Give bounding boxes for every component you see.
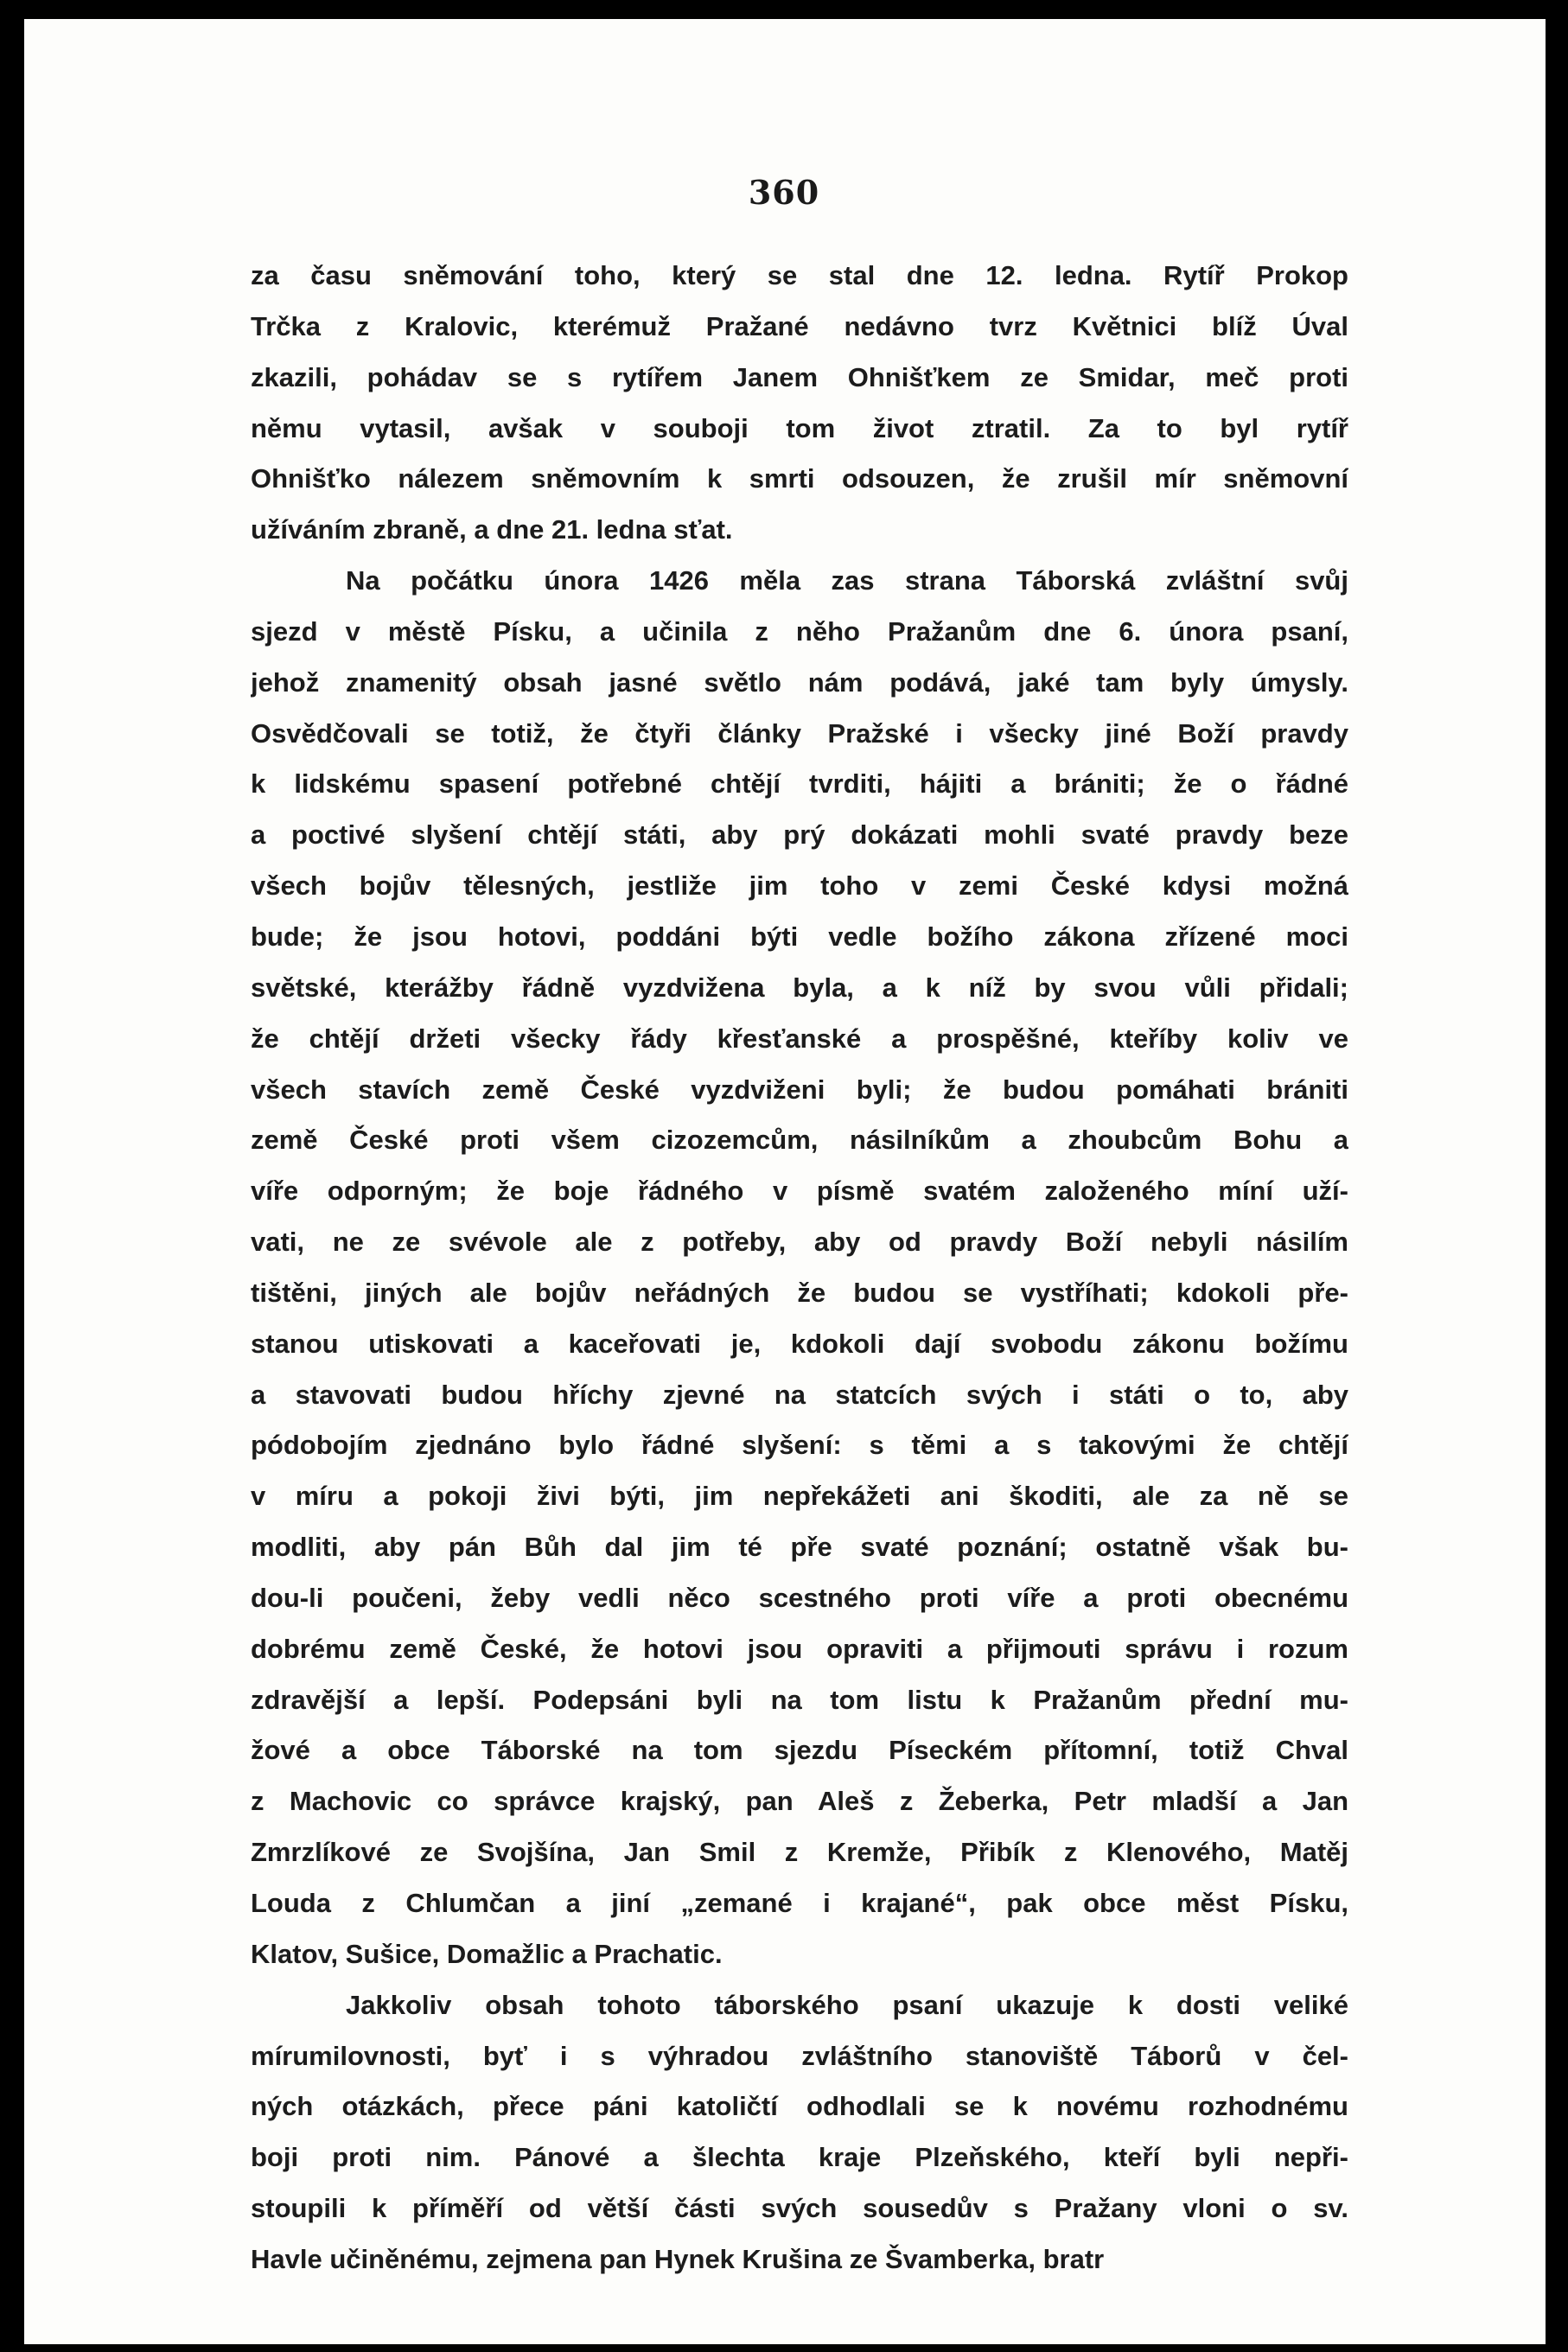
- text-line: žové a obce Táborské na tom sjezdu Píseckém přítomní, totiž Chval: [251, 1735, 1348, 1766]
- text-line: země České proti všem cizozemcům, násilníkům a zhoubcům Bohu a: [251, 1125, 1348, 1156]
- text-line: v míru a pokoji živi býti, jim nepřekážeti ani škoditi, ale za ně se: [251, 1481, 1348, 1512]
- text-line: modliti, aby pán Bůh dal jim té pře svaté poznání; ostatně však bu-: [251, 1532, 1348, 1563]
- text-line: pódobojím zjednáno bylo řádné slyšení: s těmi a s takovými že chtějí: [251, 1430, 1348, 1461]
- body-text: [251, 251, 1348, 2285]
- text-line: dobrému země České, že hotovi jsou opraviti a přijmouti správu i rozum: [251, 1633, 1348, 1664]
- text-line: a stavovati budou hříchy zjevné na statcích svých i státi o to, aby: [251, 1379, 1348, 1410]
- text-line: sjezd v městě Písku, a učinila z něho Pražanům dne 6. února psaní,: [251, 615, 1348, 647]
- text-line: Trčka z Kralovic, kterémuž Pražané nedávno tvrz Květnici blíž Úval: [251, 310, 1348, 341]
- text-line: bude; že jsou hotovi, poddáni býti vedle božího zákona zřízené moci: [251, 921, 1348, 952]
- text-line: ných otázkách, přece páni katoličtí odhodlali se k novému rozhodnému: [251, 2091, 1348, 2122]
- text-line: Zmrzlíkové ze Svojšína, Jan Smil z Kremže, Přibík z Klenového, Matěj: [251, 1837, 1348, 1868]
- text-line: Na počátku února 1426 měla zas strana Táborská zvláštní svůj: [346, 565, 1348, 596]
- text-line: že chtějí držeti všecky řády křesťanské a prospěšné, kteříby koliv ve: [251, 1023, 1348, 1054]
- text-line: boji proti nim. Pánové a šlechta kraje Plzeňského, kteří byli nepři-: [251, 2142, 1348, 2173]
- text-line: světské, kterážby řádně vyzdvižena byla, a k níž by svou vůli přidali;: [251, 972, 1348, 1003]
- text-line: stanou utiskovati a kaceřovati je, kdokoli dají svobodu zákonu božímu: [251, 1328, 1348, 1359]
- paragraph: [251, 556, 1348, 1980]
- text-line: jehož znamenitý obsah jasné světlo nám podává, jaké tam byly úmysly.: [251, 666, 1348, 698]
- text-line: užíváním zbraně, a dne 21. ledna sťat.: [251, 514, 733, 545]
- paragraph: [251, 1980, 1348, 2285]
- text-line: víře odporným; že boje řádného v písmě svatém založeného míní uží-: [251, 1176, 1348, 1207]
- text-line: stoupili k příměří od větší části svých sousedův s Pražany vloni o sv.: [251, 2193, 1348, 2224]
- text-line: zdravější a lepší. Podepsáni byli na tom listu k Pražanům přední mu-: [251, 1684, 1348, 1715]
- text-line: tištěni, jiných ale bojův neřádných že budou se vystříhati; kdokoli pře-: [251, 1277, 1348, 1308]
- text-line: mírumilovnosti, byť i s výhradou zvláštního stanoviště Táborů v čel-: [251, 2040, 1348, 2071]
- text-line: všech stavích země České vyzdviženi byli; že budou pomáhati brániti: [251, 1074, 1348, 1105]
- text-line: vati, ne ze svévole ale z potřeby, aby od pravdy Boží nebyli násilím: [251, 1227, 1348, 1258]
- text-line: Louda z Chlumčan a jiní „zemané i krajané“, pak obce měst Písku,: [251, 1888, 1348, 1918]
- text-line: Havle učiněnému, zejmena pan Hynek Krušina ze Švamberka, bratr: [251, 2243, 1105, 2274]
- text-line: k lidskému spasení potřebné chtějí tvrditi, hájiti a brániti; že o řádné: [251, 768, 1348, 800]
- text-line: Osvědčovali se totiž, že čtyři články Pražské i všecky jiné Boží pravdy: [251, 717, 1348, 749]
- text-line: a poctivé slyšení chtějí státi, aby prý dokázati mohli svaté pravdy beze: [251, 819, 1348, 851]
- text-line: dou-li poučeni, žeby vedli něco scestného proti víře a proti obecnému: [251, 1582, 1348, 1613]
- text-line: zkazili, pohádav se s rytířem Janem Ohnišťkem ze Smidar, meč proti: [251, 361, 1348, 392]
- text-line: Klatov, Sušice, Domažlic a Prachatic.: [251, 1938, 723, 1969]
- page-number: 360: [748, 173, 820, 212]
- text-line: za času sněmování toho, který se stal dne 12. ledna. Rytíř Prokop: [251, 260, 1348, 290]
- text-line: němu vytasil, avšak v souboji tom život ztratil. Za to byl rytíř: [251, 412, 1348, 443]
- text-line: z Machovic co správce krajský, pan Aleš z Žeberka, Petr mladší a Jan: [251, 1786, 1348, 1817]
- text-line: všech bojův tělesných, jestliže jim toho v zemi České kdysi možná: [251, 870, 1348, 902]
- paragraph: [251, 251, 1348, 556]
- text-line: Ohnišťko nálezem sněmovním k smrti odsouzen, že zrušil mír sněmovní: [251, 463, 1348, 494]
- text-line: Jakkoliv obsah tohoto táborského psaní ukazuje k dosti veliké: [346, 1989, 1348, 2020]
